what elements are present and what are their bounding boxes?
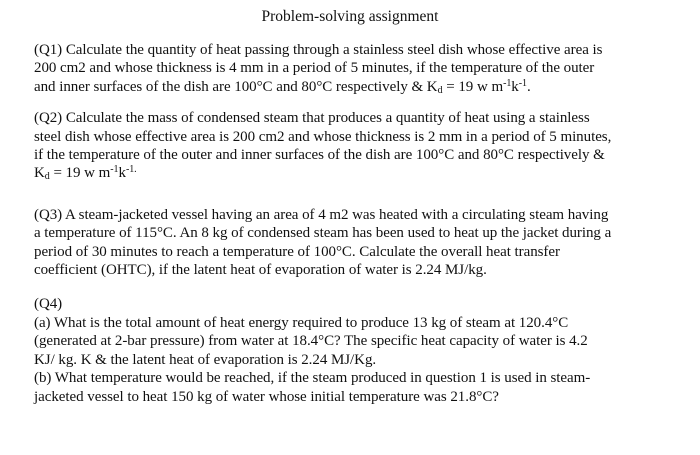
question-4a-line-3: KJ/ kg. K & the latent heat of evaporation is 2.24 MJ/Kg. bbox=[34, 351, 377, 368]
question-1-line-1: (Q1) Calculate the quantity of heat passing through a stainless steel dish whose effective area is bbox=[34, 42, 603, 58]
question-1-line-2: 200 cm2 and whose thickness is 4 mm in a period of 5 minutes, if the temperature of the outer bbox=[34, 60, 595, 77]
question-4 bbox=[34, 295, 682, 405]
question-1 bbox=[34, 41, 682, 96]
question-4a-line-1: (a) What is the total amount of heat energy required to produce 13 kg of steam at 120.4°C bbox=[34, 314, 569, 331]
question-2-line-4 bbox=[34, 164, 682, 182]
question-3-line-1: (Q3) A steam-jacketed vessel having an area of 4 m2 was heated with a circulating steam having bbox=[34, 206, 609, 223]
question-3 bbox=[34, 206, 682, 280]
question-4-label: (Q4) bbox=[34, 296, 63, 313]
page-title: Problem-solving assignment bbox=[261, 8, 439, 25]
question-4b-line-1: (b) What temperature would be reached, if the steam produced in question 1 is used in steam- bbox=[34, 370, 591, 387]
question-3-line-3: period of 30 minutes to reach a temperature of 100°C. Calculate the overall heat transfer bbox=[34, 243, 560, 260]
question-4a-line-2: (generated at 2-bar pressure) from water at 18.4°C? The specific heat capacity of water is 4.2 bbox=[34, 333, 588, 350]
question-1-kd-subscript: d bbox=[437, 84, 443, 96]
question-1-line-3-text: and inner surfaces of the dish are 100°C and 80°C respectively & K bbox=[34, 78, 438, 95]
question-3-line-2: a temperature of 115°C. An 8 kg of condensed steam has been used to heat up the jacket during a bbox=[34, 225, 612, 242]
question-3-line-4: coefficient (OHTC), if the latent heat of evaporation of water is 2.24 MJ/kg. bbox=[34, 262, 487, 279]
question-2-k-symbol: K bbox=[34, 165, 45, 182]
question-2-line-3: if the temperature of the outer and inner surfaces of the dish are 100°C and 80°C respectively & bbox=[34, 147, 605, 164]
question-1-kd-value: = 19 w m bbox=[442, 78, 504, 95]
question-2-line-2: steel dish whose effective area is 200 cm2 and whose thickness is 2 mm in a period of 5 minutes, bbox=[34, 128, 612, 145]
question-2-kd-value: = 19 w m bbox=[49, 165, 111, 182]
question-2-line-1: (Q2) Calculate the mass of condensed steam that produces a quantity of heat using a stainless bbox=[34, 110, 590, 127]
question-2-m-exponent: -1 bbox=[110, 164, 119, 176]
question-1-end-period: . bbox=[526, 78, 531, 95]
question-4b-line-2: jacketed vessel to heat 150 kg of water whose initial temperature was 21.8°C? bbox=[34, 388, 499, 405]
question-2-k-exponent: -1. bbox=[125, 164, 137, 176]
question-2-kd-subscript: d bbox=[44, 171, 50, 183]
question-2-k-unit: k bbox=[118, 165, 126, 182]
question-1-m-exponent: -1 bbox=[503, 77, 512, 89]
question-1-k-unit: k bbox=[511, 78, 519, 95]
question-1-line-3 bbox=[34, 78, 682, 96]
question-1-k-exponent: -1 bbox=[518, 77, 527, 89]
question-2 bbox=[34, 109, 682, 183]
